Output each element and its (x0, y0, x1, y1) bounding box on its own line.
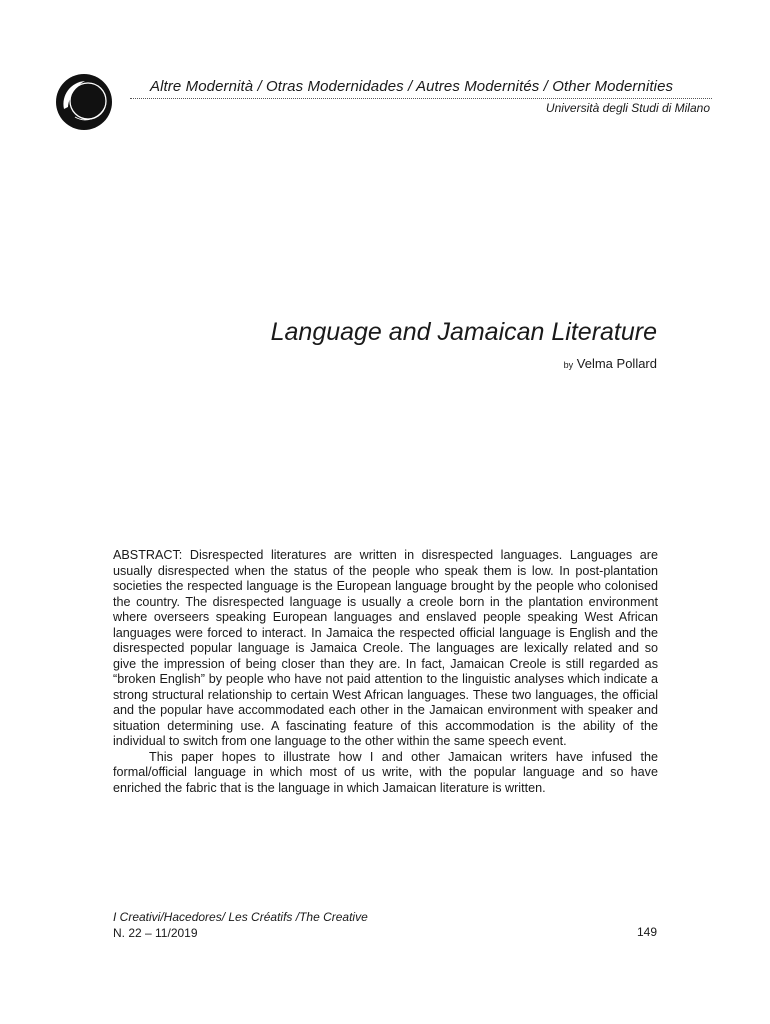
abstract-paragraph: ABSTRACT: Disrespected literatures are written in disrespected languages. Languages are usually disrespected when the status of the people who speak them is low. In post-plantation societies the respected language is the European language brought by the people who colonised the country. The disrespected language is usually a creole born in the plantation environment where overseers speaking European languages and enslaved people speaking West African languages were forced to interact. In Jamaica the respected official language is English and the disrespected popular language is Jamaica Creole. The languages are lexically related and so give the impression of being closer than they are. In fact, Jamaican Creole is still regarded as “broken English” by people who have not paid attention to the linguistic analyses which indicate a strong structural relationship to certain West African languages. These two languages, the official and the popular have accommodated each other in the Jamaican environment with speaker and situation determining use. A fascinating feature of this accommodation is the ability of the individual to switch from one language to the other within the same speech event. (113, 548, 658, 748)
author-name: Velma Pollard (576, 356, 657, 371)
header-divider (130, 98, 712, 99)
footer-info (113, 909, 368, 941)
journal-title-es: Otras Modernidades (266, 78, 404, 95)
page-number: 149 (636, 925, 657, 939)
abstract-paragraph: This paper hopes to illustrate how I and other Jamaican writers have infused the formal/official language in which most of us write, with the popular language and so have enriched the fabric that is the language in which Jamaican literature is written. (113, 749, 658, 795)
issue-number: N. 22 – 11/2019 (113, 926, 198, 940)
journal-titles (150, 78, 710, 95)
by-label: by (563, 360, 574, 370)
journal-title-it: Altre Modernità (150, 78, 254, 95)
journal-title-fr: Autres Modernités (415, 78, 540, 95)
title-separator: / (253, 78, 267, 95)
journal-title-en: Other Modernities (552, 78, 674, 95)
title-separator: / (539, 78, 553, 95)
series-title: I Creativi/Hacedores/ Les Créatifs /The Creative (113, 910, 368, 924)
university-name: Università degli Studi di Milano (545, 101, 710, 115)
article-byline (0, 356, 657, 371)
article-title: Language and Jamaican Literature (270, 318, 657, 346)
abstract-section (113, 548, 658, 796)
title-separator: / (403, 78, 416, 95)
journal-logo-icon (55, 73, 113, 131)
